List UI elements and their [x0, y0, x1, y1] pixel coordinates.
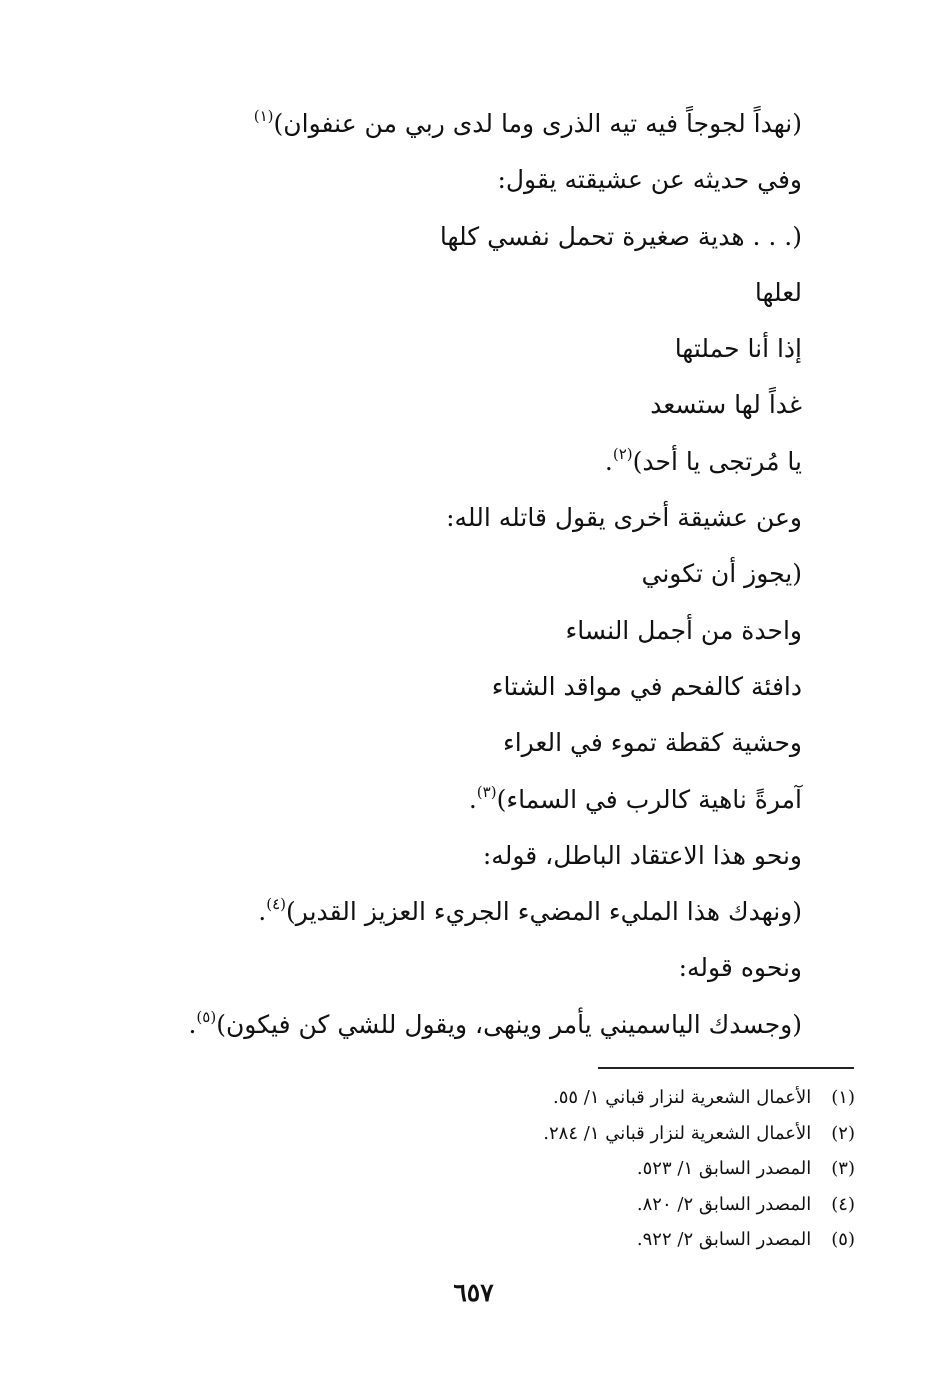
footnote-item	[355, 1222, 855, 1258]
footnote-text: المصدر السابق ٢/ ٨٢٠.	[636, 1193, 812, 1215]
footnote-item	[355, 1187, 855, 1223]
footnote-divider	[598, 1067, 854, 1069]
footnote-text: الأعمال الشعرية لنزار قباني ١/ ٢٨٤.	[543, 1122, 812, 1144]
footnote-text: الأعمال الشعرية لنزار قباني ١/ ٥٥.	[552, 1087, 812, 1108]
text-line: (ونهدك هذا المليء المضيء الجريء العزيز القدير)$^{(٤)}$.	[258, 895, 802, 927]
text-line: وحشية كقطة تموء في العراء	[502, 728, 802, 758]
text-line: واحدة من أجمل النساء	[565, 615, 802, 645]
text-line: دافئة كالفحم في مواقد الشتاء	[491, 671, 802, 701]
footnote-text: المصدر السابق ١/ ٥٢٣.	[636, 1158, 812, 1179]
text-line: (. . . هدية صغيرة تحمل نفسي كلها	[439, 221, 802, 251]
text-line: وفي حديثه عن عشيقته يقول:	[497, 165, 802, 195]
footnote-text: المصدر السابق ٢/ ٩٢٢.	[636, 1229, 812, 1250]
text-line: (يجوز أن تكوني	[641, 559, 802, 589]
footnote-number: (٤)	[831, 1193, 855, 1215]
text-line: آمرةً ناهية كالرب في السماء)$^{(٣)}$.	[468, 782, 802, 814]
footnote-number: (١)	[831, 1087, 855, 1108]
text-line: يا مُرتجى يا أحد)$^{(٢)}$.	[604, 444, 802, 476]
footnotes-section	[355, 1080, 855, 1258]
text-line: ونحو هذا الاعتقاد الباطل، قوله:	[482, 840, 802, 870]
poem-body	[182, 96, 802, 1053]
footnote-number: (٢)	[831, 1122, 855, 1144]
footnote-number: (٥)	[831, 1229, 855, 1250]
footnote-number: (٣)	[831, 1158, 855, 1179]
text-line: غداً لها ستسعد	[650, 390, 802, 420]
page-number: ٦٥٧	[453, 1278, 494, 1307]
text-line: (نهداً لجوجاً فيه تيه الذرى وما لدى ربي من عنفوان)$^{(١)}$	[253, 107, 802, 138]
text-line: إذا أنا حملتها	[674, 334, 802, 364]
text-line: لعلها	[754, 277, 802, 307]
footnote-item	[355, 1080, 855, 1116]
footnote-item	[355, 1151, 855, 1187]
text-line: وعن عشيقة أخرى يقول قاتله الله:	[446, 503, 802, 533]
text-line: ونحوه قوله:	[678, 953, 802, 983]
footnote-ref[interactable]: (٤)	[266, 895, 287, 914]
footnote-ref[interactable]: (٥)	[196, 1007, 217, 1026]
footnote-ref[interactable]: (٣)	[476, 782, 497, 801]
text-line: (وجسدك الياسميني يأمر وينهى، ويقول للشي كن فيكون)$^{(٥)}$.	[188, 1007, 802, 1039]
footnote-ref[interactable]: (٢)	[612, 444, 633, 463]
footnote-ref[interactable]: (١)	[253, 107, 274, 125]
footnote-item	[355, 1116, 855, 1152]
